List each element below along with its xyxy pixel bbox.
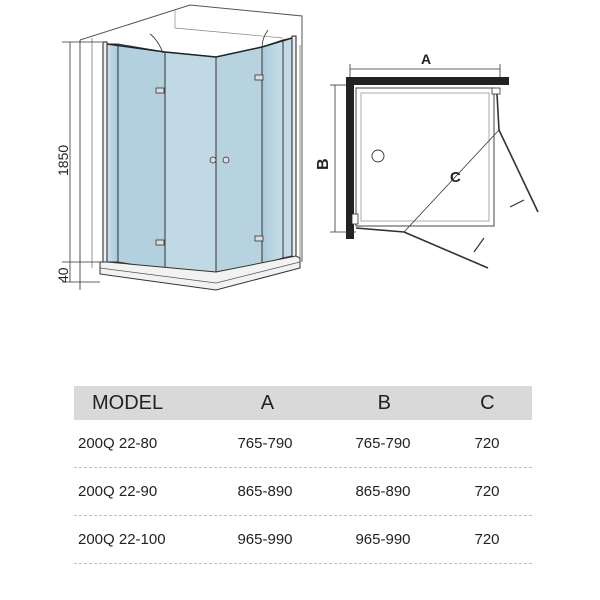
- model-spec-table: [74, 386, 532, 564]
- wall-profile-left: [103, 42, 107, 264]
- perspective-view: [55, 5, 302, 290]
- room-wall-line: [175, 10, 283, 38]
- cell-a: 965-990: [237, 531, 293, 548]
- hinge: [156, 88, 164, 93]
- plan-glass-right: [497, 94, 499, 130]
- table-row: [74, 516, 532, 564]
- header-b: B: [377, 391, 392, 414]
- header-model: MODEL: [92, 391, 164, 414]
- header-c: C: [480, 391, 495, 414]
- door-handle: [223, 157, 229, 163]
- table-header-row: [74, 386, 532, 420]
- glass-panel-left-fixed: [107, 44, 118, 262]
- cell-b: 965-990: [355, 531, 411, 548]
- dimension-b-label: B: [315, 158, 332, 170]
- dimension-a-label: A: [421, 51, 432, 67]
- glass-panel-right-door: [262, 40, 283, 264]
- table-row: [74, 468, 532, 516]
- wall-profile-right: [292, 36, 296, 258]
- cell-b: 865-890: [355, 483, 411, 500]
- cell-model: 200Q 22-90: [78, 483, 158, 500]
- header-a: A: [260, 391, 275, 414]
- glass-panel-left-door: [118, 44, 165, 270]
- plan-view: [315, 51, 538, 268]
- glass-panel-right-fixed: [283, 38, 292, 258]
- height-main-label: 1850: [55, 144, 71, 176]
- plan-profile: [492, 88, 500, 94]
- plan-profile: [352, 214, 358, 224]
- dimension-c-label: C: [450, 169, 461, 186]
- glass-panel-front-left: [165, 52, 216, 272]
- door-handle: [210, 157, 216, 163]
- table-row: [74, 420, 532, 468]
- height-base-label: 40: [55, 267, 71, 283]
- drain-icon: [372, 150, 384, 162]
- cell-b: 765-790: [355, 435, 411, 452]
- cell-c: 720: [474, 435, 500, 452]
- plan-door-right-open: [499, 130, 538, 212]
- cell-a: 865-890: [237, 483, 293, 500]
- swing-arrow: [474, 238, 484, 252]
- plan-wall-top: [346, 77, 509, 85]
- hinge: [255, 75, 263, 80]
- hinge: [255, 236, 263, 241]
- cell-a: 765-790: [237, 435, 293, 452]
- cell-c: 720: [474, 531, 500, 548]
- swing-arrow: [510, 200, 524, 207]
- plan-glass-front: [356, 228, 404, 232]
- hinge: [156, 240, 164, 245]
- cell-model: 200Q 22-80: [78, 435, 158, 452]
- cell-c: 720: [474, 483, 500, 500]
- cell-model: 200Q 22-100: [78, 531, 166, 548]
